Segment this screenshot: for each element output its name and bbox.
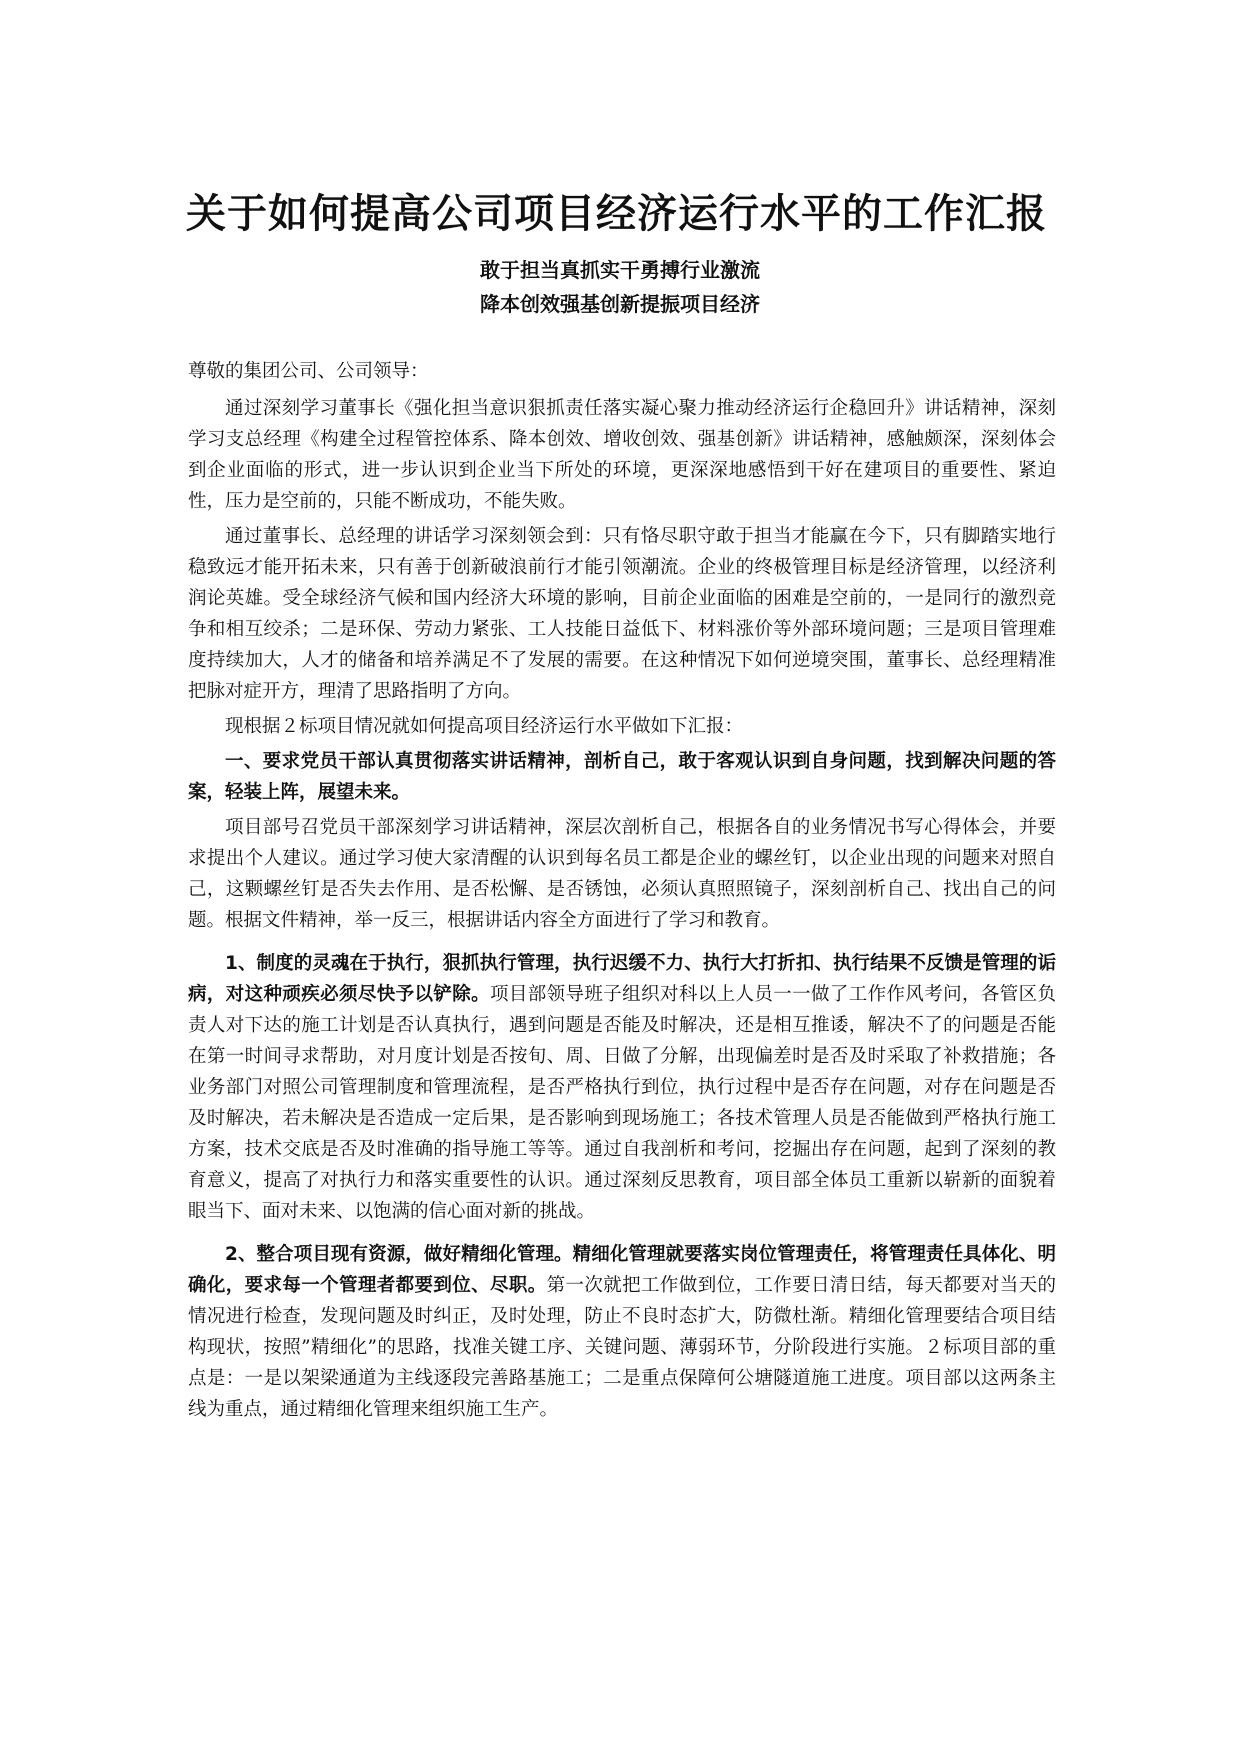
greeting: 尊敬的集团公司、公司领导： (188, 361, 429, 382)
document-subtitle-line-1: 敢于担当真抓实干勇搏行业激流 (480, 258, 760, 282)
paragraph-1: 通过深刻学习董事长《强化担当意识狠抓责任落实凝心聚力推动经济运行企稳回升》讲话精神，深刻学习支总经理《构建全过程管控体系、降本创效、增收创效、强基创新》讲话精神，感触颇深，深刻体会到企业面临的形式，进一步认识到企业当下所处的环境，更深深地感悟到干好在建项目的重要性、紧迫性，压力是空前的，只能不断成功，不能失败。 (188, 398, 1056, 512)
item-1-heading: 1、制度的灵魂在于执行，狠抓执行管理，执行迟缓不力、执行大打折扣、执行结果不反馈是管理的诟病，对这种顽疾必须尽快予以铲除。 (188, 953, 1056, 1005)
item-1-paragraph (188, 948, 1056, 1227)
item-1-text: 项目部领导班子组织对科以上人员一一做了工作作风考问，各管区负责人对下达的施工计划是否认真执行，遇到问题是否能及时解决，还是相互推诿，解决不了的问题是否能在第一时间寻求帮助，对月度计划是否按旬、周、日做了分解，出现偏差时是否及时采取了补救措施；各业务部门对照公司管理制度和管理流程，是否严格执行到位，执行过程中是否存在问题，对存在问题是否及时解决，若未解决是否造成一定后果，是否影响到现场施工；各技术管理人员是否能做到严格执行施工方案，技术交底是否及时准确的指导施工等等。通过自我剖析和考问，挖掘出存在问题，起到了深刻的教育意义，提高了对执行力和落实重要性的认识。通过深刻反思教育，项目部全体员工重新以崭新的面貌着眼当下、面对未来、以饱满的信心面对新的挑战。 (188, 984, 1056, 1222)
paragraph-4: 项目部号召党员干部深刻学习讲话精神，深层次剖析自己，根据各自的业务情况书写心得体会，并要求提出个人建议。通过学习使大家清醒的认识到每名员工都是企业的螺丝钉，以企业出现的问题来对照自己，这颗螺丝钉是否失去作用、是否松懈、是否锈蚀，必须认真照照镜子，深刻剖析自己、找出自己的问题。根据文件精神，举一反三，根据讲话内容全方面进行了学习和教育。 (188, 817, 1056, 931)
item-2-paragraph (188, 1239, 1056, 1425)
document-title: 关于如何提高公司项目经济运行水平的工作汇报 (186, 191, 1047, 237)
section-1-heading: 一、要求党员干部认真贯彻落实讲话精神，剖析自己，敢于客观认识到自身问题，找到解决问题的答案，轻装上阵，展望未来。 (188, 751, 1056, 803)
paragraph-3: 现根据２标项目情况就如何提高项目经济运行水平做如下汇报： (225, 716, 744, 737)
document-body (188, 356, 1056, 1425)
paragraph-2: 通过董事长、总经理的讲话学习深刻领会到：只有恪尽职守敢于担当才能赢在今下，只有脚踏实地行稳致远才能开拓未来，只有善于创新破浪前行才能引领潮流。企业的终极管理目标是经济管理，以经济利润论英雄。受全球经济气候和国内经济大环境的影响，目前企业面临的困难是空前的，一是同行的激烈竞争和相互绞杀；二是环保、劳动力紧张、工人技能日益低下、材料涨价等外部环境问题；三是项目管理难度持续加大，人才的储备和培养满足不了发展的需要。在这种情况下如何逆境突围，董事长、总经理精准把脉对症开方，理清了思路指明了方向。 (188, 526, 1056, 702)
item-2-heading: 2、整合项目现有资源，做好精细化管理。精细化管理就要落实岗位管理责任，将管理责任具体化、明确化，要求每一个管理者都要到位、尽职。 (188, 1244, 1056, 1296)
document-subtitle-line-2: 降本创效强基创新提振项目经济 (480, 292, 760, 316)
item-2-text: 第一次就把工作做到位，工作要日清日结，每天都要对当天的情况进行检查，发现问题及时纠正，及时处理，防止不良时态扩大，防微杜渐。精细化管理要结合项目结构现状，按照”精细化”的思路，找准关键工序、关键问题、薄弱环节，分阶段进行实施。２标项目部的重点是：一是以架梁通道为主线逐段完善路基施工；二是重点保障何公塘隧道施工进度。项目部以这两条主线为重点，通过精细化管理来组织施工生产。 (188, 1275, 1056, 1420)
